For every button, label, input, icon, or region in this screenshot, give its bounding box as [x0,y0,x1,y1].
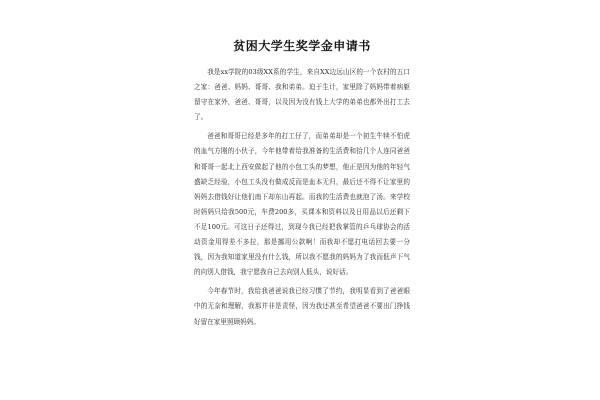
document-title: 贫困大学生奖学金申请书 [233,39,371,53]
paragraph-1: 我是xx学院的03级XX系的学生，来自XX边远山区的一个农村的五口之家：爸爸、妈妈、哥哥、我和弟弟。迫于生计，家里除了妈妈带着病躯留守在家外，爸爸、哥哥，以及因为没有钱上大学的弟弟也都外出打工去了。 [194,68,410,122]
paragraph-3: 今年春节时，我给我爸爸说我已经习惯了节约，我明显看到了爸爸眼中的无奈和理解，我那并非是责怪，因为我还甚至希望爸爸不要出门挣钱好留在家里照顾妈妈。 [194,287,410,326]
document-body [194,37,410,334]
paragraph-2: 爸爸和哥哥已经是多年的打工仔了，而弟弟却是一个初生牛犊不怕虎的血气方刚的小伙子，今年他带着给我准备的生活费和拾几个人连同爸爸和哥哥一起北上西安做起了他的小包工头的梦想，他正是因为他的年轻气盛缺乏经验，小包工头没有做成反而是血本无归，最后还不得不让家里的妈妈去借钱好让他们南下却东山再起。而我的生活费也就泡了汤。来学校时妈妈只给我500元，车费200多，买课本和资料以及日用品以后还剩下不足100元。可这日子还得过，到现今我已经把我掌管的乒乓球协会的活动资金用得差不多拉，那是挪用公款啊！而我却不愿打电话回去要一分钱，因为我知道家里没有什么钱，所以我不愿我的妈妈为了我而低声下气的向别人借钱，我宁愿我自己去向别人低头，说好话。 [194,132,410,277]
